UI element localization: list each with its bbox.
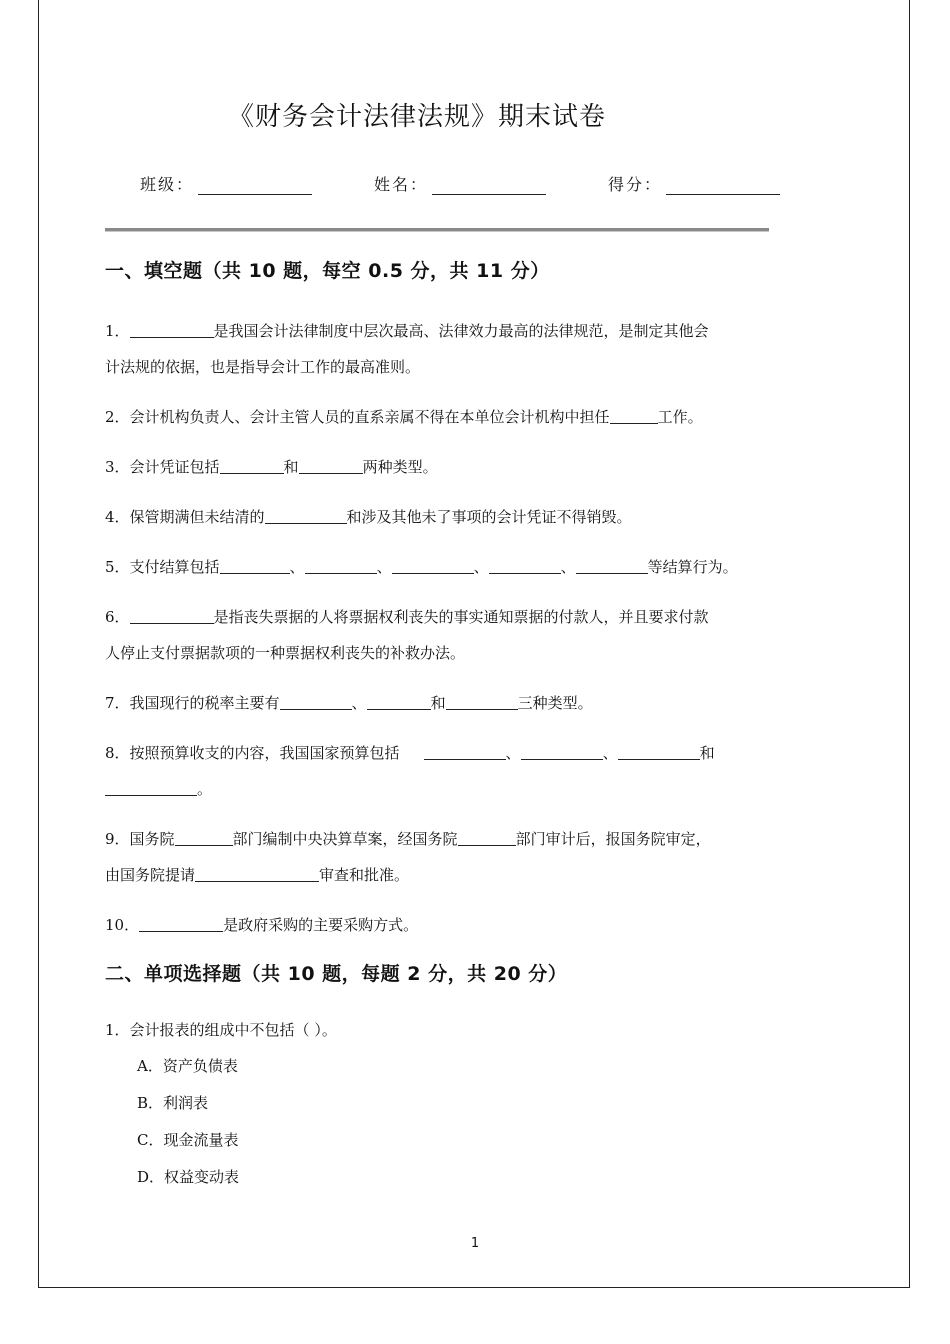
exam-content: [105, 256, 771, 1196]
page-number: 1: [470, 1236, 480, 1251]
section2-heading: 二、单项选择题（共 10 题，每题 2 分，共 20 分）: [105, 963, 568, 985]
score-blank: [666, 178, 780, 195]
fill-question-7: 7．我国现行的税率主要有 、 和 三种类型。: [105, 685, 771, 721]
answer-blank: [139, 913, 223, 932]
name-field: [374, 172, 546, 195]
class-label: 班级：: [140, 175, 195, 194]
name-label: 姓名：: [373, 175, 428, 194]
answer-blank: [130, 319, 214, 338]
answer-blank: [424, 741, 506, 760]
header-divider: [105, 228, 769, 232]
answer-blank: [610, 405, 658, 424]
name-blank: [432, 178, 546, 195]
score-field: [608, 172, 780, 195]
answer-blank: [392, 555, 474, 574]
fill-question-4: 4．保管期满但未结清的 和涉及其他未了事项的会计凭证不得销毁。: [105, 499, 771, 535]
answer-blank: [521, 741, 603, 760]
answer-blank: [458, 827, 516, 846]
choice-question-1: 1．会计报表的组成中不包括（ ）。: [105, 1021, 337, 1039]
answer-blank: [220, 555, 290, 574]
score-label: 得分：: [607, 175, 662, 194]
fill-question-8: 8．按照预算收支的内容，我国国家预算包括 、 、 和 。: [105, 735, 771, 807]
option-a: A．资产负债表: [137, 1057, 238, 1075]
answer-blank: [489, 555, 561, 574]
fill-question-9: 9．国务院 部门编制中央决算草案，经国务院 部门审计后，报国务院审定， 由国务院提请 审查和批准。: [105, 821, 771, 893]
answer-blank: [175, 827, 233, 846]
answer-blank: [299, 455, 363, 474]
exam-title: 《财务会计法律法规》期末试卷: [227, 102, 606, 132]
option-b: B．利润表: [137, 1094, 209, 1112]
fill-question-6: 6． 是指丧失票据的人将票据权利丧失的事实通知票据的付款人，并且要求付款 人停止支付票据款项的一种票据权利丧失的补救办法。: [105, 599, 771, 671]
option-d: D．权益变动表: [137, 1168, 240, 1186]
fill-question-3: 3．会计凭证包括 和 两种类型。: [105, 449, 771, 485]
fill-question-2: 2．会计机构负责人、会计主管人员的直系亲属不得在本单位会计机构中担任 工作。: [105, 399, 771, 435]
answer-blank: [576, 555, 648, 574]
answer-blank: [195, 863, 319, 882]
student-info-row: [140, 172, 780, 195]
answer-blank: [265, 505, 347, 524]
answer-blank: [130, 605, 214, 624]
answer-blank: [105, 777, 197, 796]
answer-blank: [367, 691, 431, 710]
answer-blank: [305, 555, 377, 574]
class-blank: [198, 178, 312, 195]
answer-blank: [280, 691, 352, 710]
class-field: [140, 172, 312, 195]
fill-question-10: 10． 是政府采购的主要采购方式。: [105, 907, 771, 943]
answer-blank: [220, 455, 284, 474]
section1-heading: 一、填空题（共 10 题，每空 0.5 分，共 11 分）: [105, 260, 550, 282]
fill-question-1: 1． 是我国会计法律制度中层次最高、法律效力最高的法律规范，是制定其他会 计法规的依据，也是指导会计工作的最高准则。: [105, 313, 771, 385]
answer-blank: [446, 691, 518, 710]
answer-blank: [618, 741, 700, 760]
option-c: C．现金流量表: [137, 1131, 239, 1149]
fill-question-5: 5．支付结算包括 、 、 、 、 等结算行为。: [105, 549, 771, 585]
